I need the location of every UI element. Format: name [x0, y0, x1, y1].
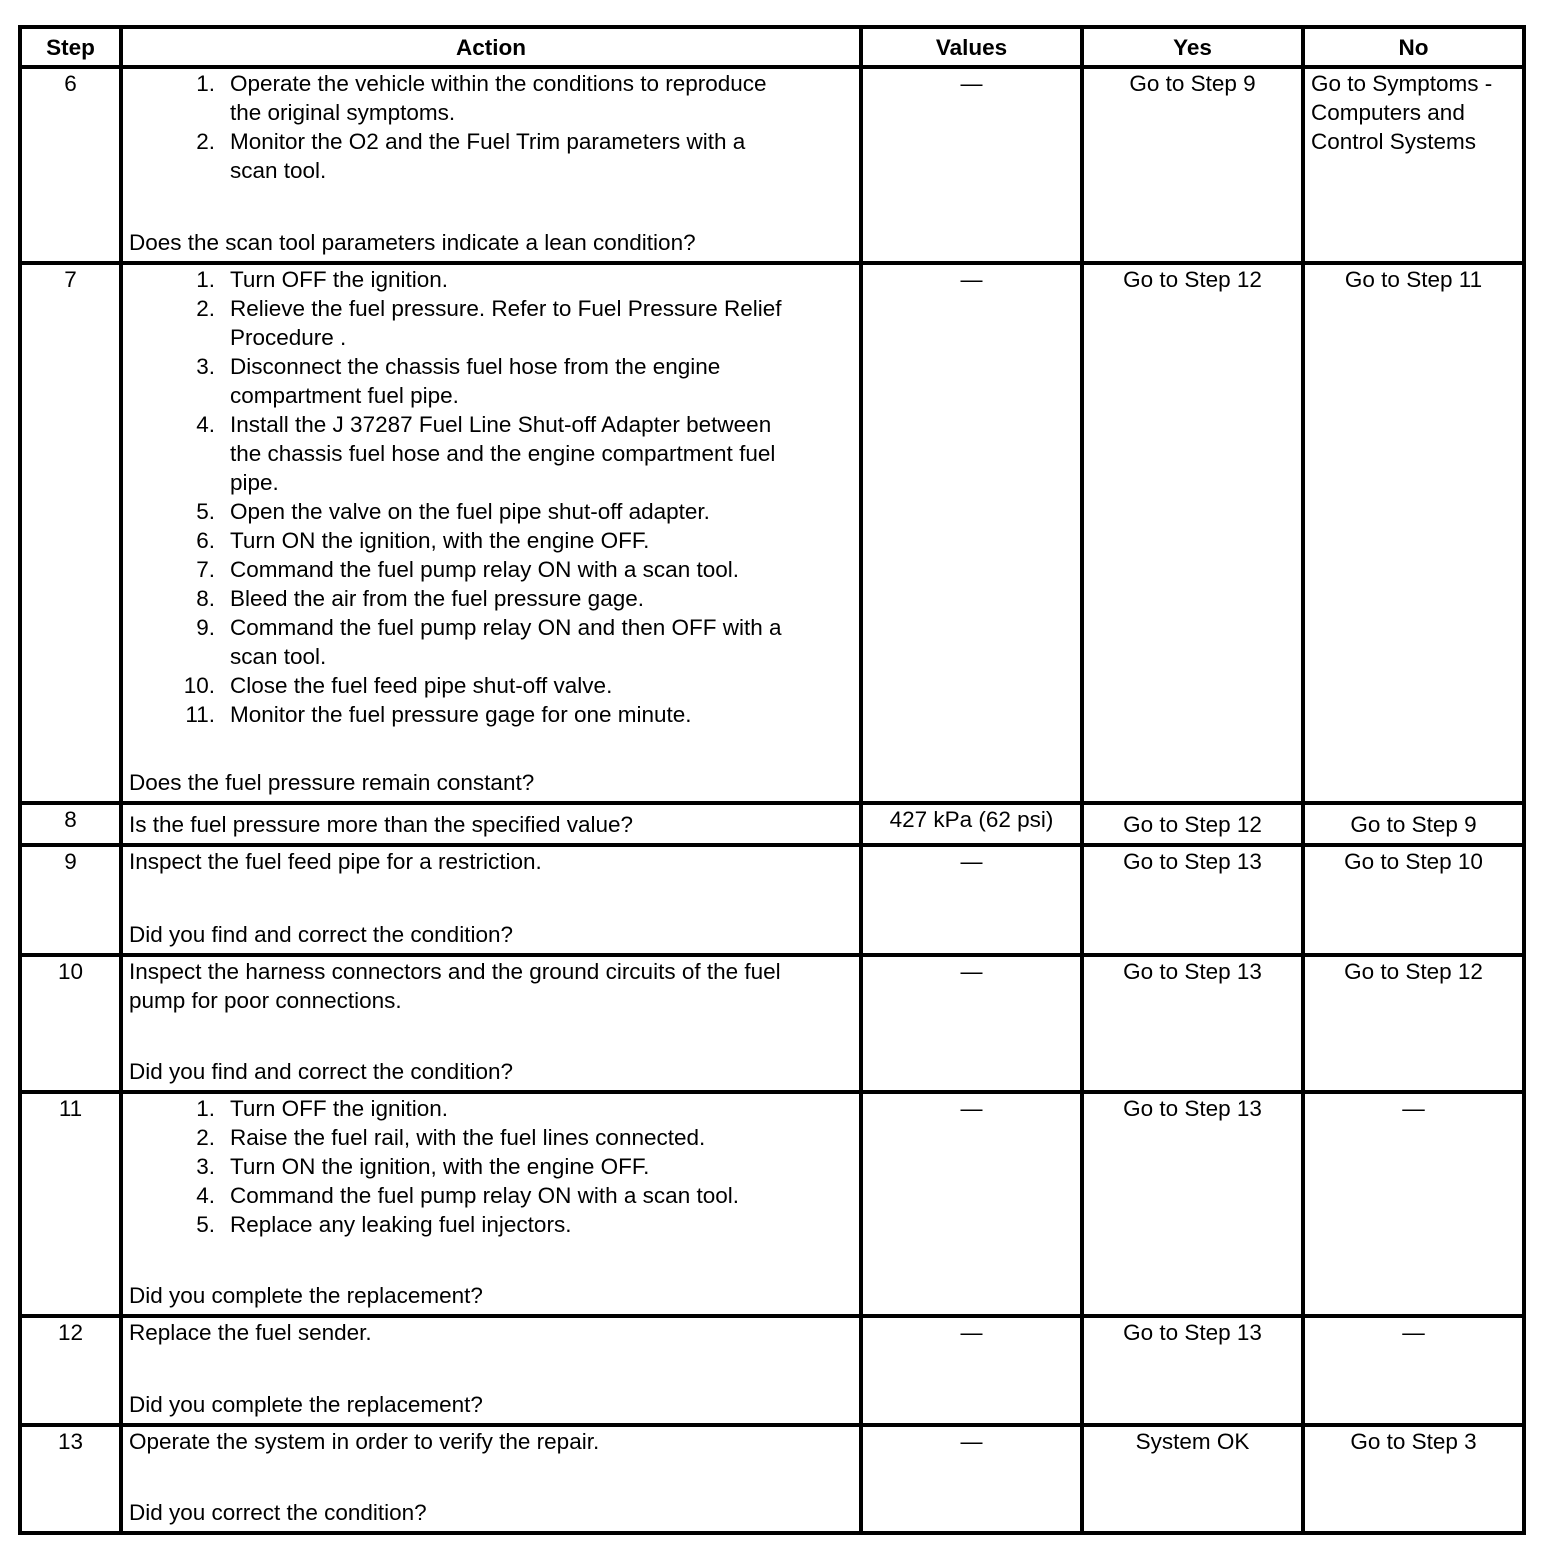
yes-cell: System OK	[1082, 1425, 1303, 1533]
step-number: 6	[20, 67, 121, 263]
no-cell: —	[1303, 1316, 1524, 1425]
step-number: 12	[20, 1316, 121, 1425]
list-item: 7. Command the fuel pump relay ON with a scan tool.	[196, 557, 739, 582]
action-steps	[129, 69, 853, 185]
action-steps	[129, 1094, 853, 1239]
action-text: Operate the system in order to verify the repair.	[129, 1429, 600, 1454]
header-step: Step	[20, 27, 121, 67]
action-steps	[129, 265, 853, 729]
list-item: 5. Open the valve on the fuel pipe shut-off adapter.	[196, 499, 710, 524]
values-cell: —	[861, 67, 1082, 263]
list-item: 3. Turn ON the ignition, with the engine OFF.	[196, 1154, 650, 1179]
table-row-step-7	[20, 263, 1524, 803]
header-action: Action	[121, 27, 861, 67]
step-number: 13	[20, 1425, 121, 1533]
table-row-step-9	[20, 845, 1524, 955]
action-text: Inspect the harness connectors and the ground circuits of the fuel pump for poor connections.	[129, 959, 781, 1013]
action-cell	[121, 845, 861, 955]
list-item: 9. Command the fuel pump relay ON and then OFF with a scan tool.	[196, 615, 782, 669]
header-values: Values	[861, 27, 1082, 67]
yes-cell: Go to Step 9	[1082, 67, 1303, 263]
step-number: 9	[20, 845, 121, 955]
diagnostic-table	[18, 25, 1526, 1535]
question-text: Did you complete the replacement?	[129, 1283, 483, 1308]
yes-cell: Go to Step 12	[1082, 803, 1303, 845]
table-row-step-12	[20, 1316, 1524, 1425]
yes-cell: Go to Step 13	[1082, 955, 1303, 1092]
action-cell	[121, 67, 861, 263]
list-item: 1. Turn OFF the ignition.	[196, 1096, 449, 1121]
list-item: 5. Replace any leaking fuel injectors.	[196, 1212, 572, 1237]
values-cell: —	[861, 1316, 1082, 1425]
values-cell: —	[861, 1425, 1082, 1533]
no-cell: —	[1303, 1092, 1524, 1316]
question-text: Did you find and correct the condition?	[129, 922, 513, 947]
action-cell	[121, 1092, 861, 1316]
question-text: Does the scan tool parameters indicate a lean condition?	[129, 230, 696, 255]
action-text: Replace the fuel sender.	[129, 1320, 372, 1345]
header-no: No	[1303, 27, 1524, 67]
action-cell: Is the fuel pressure more than the specified value?	[121, 803, 861, 845]
table-row-step-8	[20, 803, 1524, 845]
list-item: 1. Turn OFF the ignition.	[196, 267, 449, 292]
question-text: Did you complete the replacement?	[129, 1392, 483, 1417]
list-item: 8. Bleed the air from the fuel pressure gage.	[196, 586, 644, 611]
yes-cell: Go to Step 12	[1082, 263, 1303, 803]
values-cell: —	[861, 955, 1082, 1092]
step-number: 10	[20, 955, 121, 1092]
table-row-step-10	[20, 955, 1524, 1092]
values-cell: —	[861, 1092, 1082, 1316]
list-item: 2. Monitor the O2 and the Fuel Trim parameters with a scan tool.	[196, 129, 746, 183]
question-text: Did you correct the condition?	[129, 1500, 427, 1525]
header-row	[20, 27, 1524, 67]
question-text: Does the fuel pressure remain constant?	[129, 770, 535, 795]
no-cell: Go to Step 11	[1303, 263, 1524, 803]
values-cell: 427 kPa (62 psi)	[861, 803, 1082, 845]
step-number: 11	[20, 1092, 121, 1316]
yes-cell: Go to Step 13	[1082, 1316, 1303, 1425]
list-item: 3. Disconnect the chassis fuel hose from the engine compartment fuel pipe.	[196, 354, 721, 408]
step-number: 8	[20, 803, 121, 845]
table-row-step-13	[20, 1425, 1524, 1533]
action-cell	[121, 1425, 861, 1533]
action-cell	[121, 263, 861, 803]
yes-cell: Go to Step 13	[1082, 845, 1303, 955]
values-cell: —	[861, 845, 1082, 955]
no-cell: Go to Step 9	[1303, 803, 1524, 845]
list-item: 2. Raise the fuel rail, with the fuel lines connected.	[196, 1125, 706, 1150]
list-item: 2. Relieve the fuel pressure. Refer to Fuel Pressure Relief Procedure .	[196, 296, 782, 350]
no-cell: Go to Step 3	[1303, 1425, 1524, 1533]
no-cell: Go to Step 10	[1303, 845, 1524, 955]
action-cell	[121, 955, 861, 1092]
table-row-step-11	[20, 1092, 1524, 1316]
list-item: 11. Monitor the fuel pressure gage for one minute.	[185, 702, 692, 727]
no-cell: Go to Symptoms - Computers and Control Systems	[1303, 67, 1524, 263]
list-item: 10. Close the fuel feed pipe shut-off valve.	[183, 673, 613, 698]
list-item: 6. Turn ON the ignition, with the engine OFF.	[196, 528, 650, 553]
header-yes: Yes	[1082, 27, 1303, 67]
table-row-step-6	[20, 67, 1524, 263]
no-cell: Go to Step 12	[1303, 955, 1524, 1092]
values-cell: —	[861, 263, 1082, 803]
action-cell	[121, 1316, 861, 1425]
list-item: 4. Install the J 37287 Fuel Line Shut-off Adapter between the chassis fuel hose and the engine compartment fuel pipe.	[196, 412, 776, 495]
yes-cell: Go to Step 13	[1082, 1092, 1303, 1316]
question-text: Did you find and correct the condition?	[129, 1059, 513, 1084]
action-text: Inspect the fuel feed pipe for a restriction.	[129, 849, 542, 874]
list-item: 4. Command the fuel pump relay ON with a scan tool.	[196, 1183, 739, 1208]
list-item: 1. Operate the vehicle within the conditions to reproduce the original symptoms.	[196, 71, 767, 125]
step-number: 7	[20, 263, 121, 803]
